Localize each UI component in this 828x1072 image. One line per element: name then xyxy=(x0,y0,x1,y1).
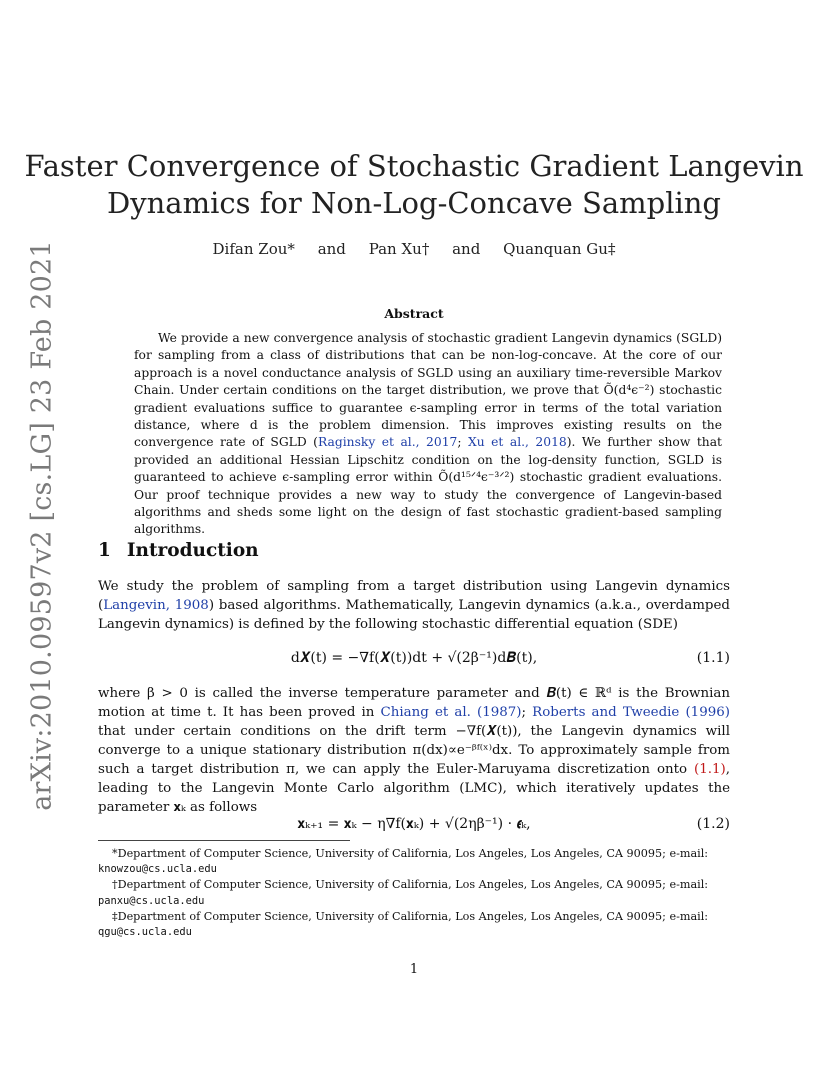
arxiv-sidebar-stamp xyxy=(22,239,62,811)
page-number: 1 xyxy=(409,962,419,977)
section-number: 1 xyxy=(98,540,111,561)
footnote-email[interactable]: knowzou@cs.ucla.edu xyxy=(98,863,217,876)
arxiv-id: arXiv:2010.09597v2 [cs.LG] 23 Feb 2021 xyxy=(26,239,58,811)
abstract-text: We provide a new convergence analysis of stochastic gradient Langevin dynamics (SGLD) for sampling from a class of distributions that can be non-log-concave. At the core of our approach is a novel conductance analysis of SGLD using an auxiliary time-reversible Markov Chain. Under certain conditions on the target distribution, we prove that Õ(d⁴ϵ⁻²) stochastic gradient evaluations suffice to guarantee ϵ-sampling error in terms of the total variation distance, where d is the problem dimension. This improves existing results on the convergence rate of SGLD ( xyxy=(134,331,722,450)
citation-link[interactable]: Chiang et al. (1987) xyxy=(380,705,522,720)
author-list xyxy=(0,240,828,258)
citation-link[interactable]: Raginsky et al., 2017 xyxy=(317,435,458,450)
footnote-2 xyxy=(98,877,730,908)
equation-body: 𝐱ₖ₊₁ = 𝐱ₖ − η∇f(𝐱ₖ) + √(2ηβ⁻¹) · 𝝐ₖ, xyxy=(297,816,531,832)
intro-paragraph-1 xyxy=(98,577,730,634)
citation-link[interactable]: Langevin, 1908 xyxy=(103,598,209,613)
abstract-heading: Abstract xyxy=(384,306,444,321)
paragraph-text: that under certain conditions on the drift term −∇f(𝑿(t)), the Langevin dynamics will converge to a unique stationary distribution π(dx)∝e⁻ᵝᶠ⁽ˣ⁾dx. To approximately sample from such a target distribution π, we can apply the Euler-Maruyama discretization onto xyxy=(98,724,730,777)
paper-title xyxy=(0,148,828,222)
section-title: Introduction xyxy=(126,540,259,561)
footnote-text: *Department of Computer Science, University of California, Los Angeles, Los Angeles, CA 90095; e-mail: xyxy=(112,847,709,860)
paragraph-text: We study the problem of sampling from a target distribution using Langevin dynamics ( xyxy=(98,579,730,613)
abstract-body xyxy=(134,330,722,539)
citation-link[interactable]: Xu et al., 2018 xyxy=(467,435,567,450)
author-separator: and xyxy=(452,240,481,258)
section-heading xyxy=(98,540,259,561)
author-1: Difan Zou* xyxy=(212,240,295,258)
author-3: Quanquan Gu‡ xyxy=(503,240,616,258)
equation-body: d𝑿(t) = −∇f(𝑿(t))dt + √(2β⁻¹)d𝑩(t), xyxy=(290,650,538,666)
equation-reference-link[interactable]: (1.1) xyxy=(693,762,726,777)
footnote-text: †Department of Computer Science, University of California, Los Angeles, Los Angeles, CA 90095; e-mail: xyxy=(112,878,709,892)
equation-number: (1.2) xyxy=(696,816,730,832)
paragraph-text: , leading to the Langevin Monte Carlo algorithm (LMC), which iteratively updates the parameter 𝐱ₖ as follows xyxy=(98,762,730,815)
intro-paragraph-2 xyxy=(98,684,730,817)
footnote-3 xyxy=(98,909,730,940)
footnote-text: ‡Department of Computer Science, University of California, Los Angeles, Los Angeles, CA 90095; e-mail: xyxy=(112,909,709,923)
title-line-1: Faster Convergence of Stochastic Gradient Langevin xyxy=(24,149,804,183)
paragraph-text: where β > 0 is called the inverse temperature parameter and 𝑩(t) ∈ ℝᵈ is the Brownian motion at time t. It has been proved in xyxy=(98,686,730,720)
abstract-text: ). We further show that provided an additional Hessian Lipschitz condition on the log-density function, SGLD is guaranteed to achieve ϵ-sampling error within Õ(d¹⁵ᐟ⁴ϵ⁻³ᐟ²) stochastic gradient evaluations. Our proof technique provides a new way to study the convergence of Langevin-based algorithms and sheds some light on the design of fast stochastic gradient-based sampling algorithms. xyxy=(134,435,722,537)
footnote-email[interactable]: panxu@cs.ucla.edu xyxy=(98,894,205,907)
citation-link[interactable]: Roberts and Tweedie (1996) xyxy=(532,705,730,720)
abstract-text: ; xyxy=(457,435,468,450)
paragraph-text: ; xyxy=(521,705,533,720)
paragraph-text: ) based algorithms. Mathematically, Langevin dynamics (a.k.a., overdamped Langevin dynamics) is defined by the following stochastic differential equation (SDE) xyxy=(98,598,730,632)
footnote-email[interactable]: qgu@cs.ucla.edu xyxy=(98,926,192,939)
title-line-2: Dynamics for Non-Log-Concave Sampling xyxy=(106,186,721,220)
footnotes xyxy=(98,846,730,940)
footnote-divider xyxy=(98,840,350,841)
footnote-1 xyxy=(98,846,730,877)
author-2: Pan Xu† xyxy=(368,240,430,258)
author-separator: and xyxy=(317,240,346,258)
equation-number: (1.1) xyxy=(696,650,730,666)
